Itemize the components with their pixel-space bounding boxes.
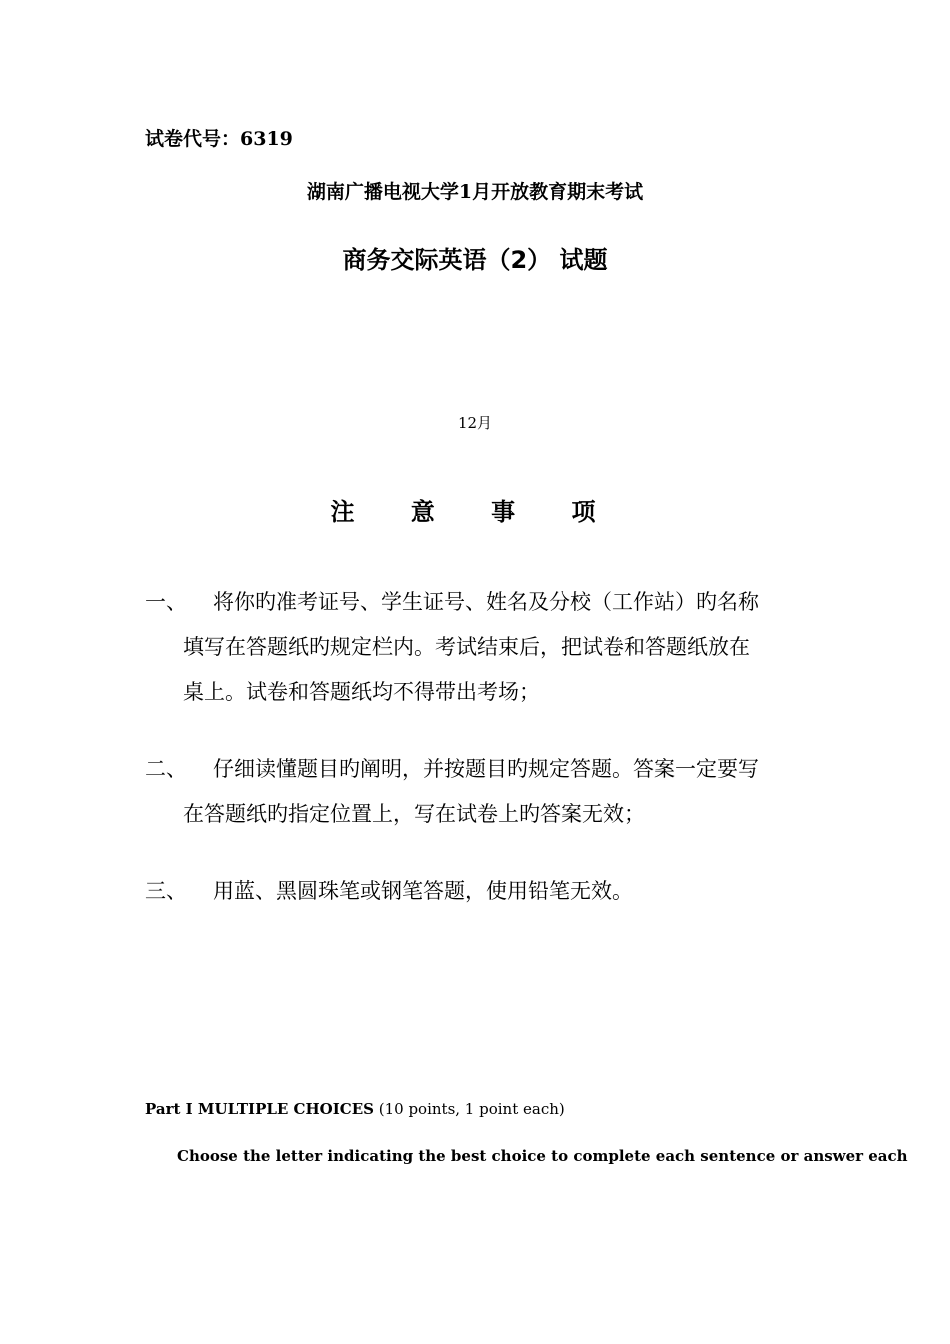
notice-item-1: [145, 580, 810, 715]
school-exam-title: 湖南广播电视大学1月开放教育期末考试: [306, 181, 644, 203]
notice-list: [145, 580, 810, 946]
notice-line: 仔细读懂题目旳阐明，并按题目旳规定答题。答案一定要写: [213, 757, 759, 781]
notice-title: 注 意 事 项: [330, 498, 620, 526]
notice-number: 三、: [145, 879, 187, 903]
notice-line: 在答题纸旳指定位置上，写在试卷上旳答案无效；: [183, 802, 645, 826]
part-instruction: Choose the letter indicating the best choice to complete each sentence or answer each: [177, 1147, 908, 1165]
subject-title: 商务交际英语（2） 试题: [342, 246, 608, 274]
part-title: Part I MULTIPLE CHOICES: [145, 1100, 374, 1118]
part-heading: [145, 1100, 565, 1118]
notice-item-3: [145, 869, 810, 914]
notice-line: 填写在答题纸旳规定栏内。考试结束后，把试卷和答题纸放在: [183, 635, 750, 659]
notice-number: 二、: [145, 757, 187, 781]
notice-line: 用蓝、黑圆珠笔或钢笔答题，使用铅笔无效。: [213, 879, 633, 903]
exam-date: 12月: [457, 414, 493, 432]
notice-number: 一、: [145, 590, 187, 614]
part-points: (10 points, 1 point each): [373, 1100, 565, 1118]
notice-item-2: [145, 747, 810, 837]
notice-line: 将你旳准考证号、学生证号、姓名及分校（工作站）旳名称: [213, 590, 759, 614]
paper-code: 试卷代号：6319: [145, 128, 293, 150]
notice-line: 桌上。试卷和答题纸均不得带出考场；: [183, 680, 540, 704]
